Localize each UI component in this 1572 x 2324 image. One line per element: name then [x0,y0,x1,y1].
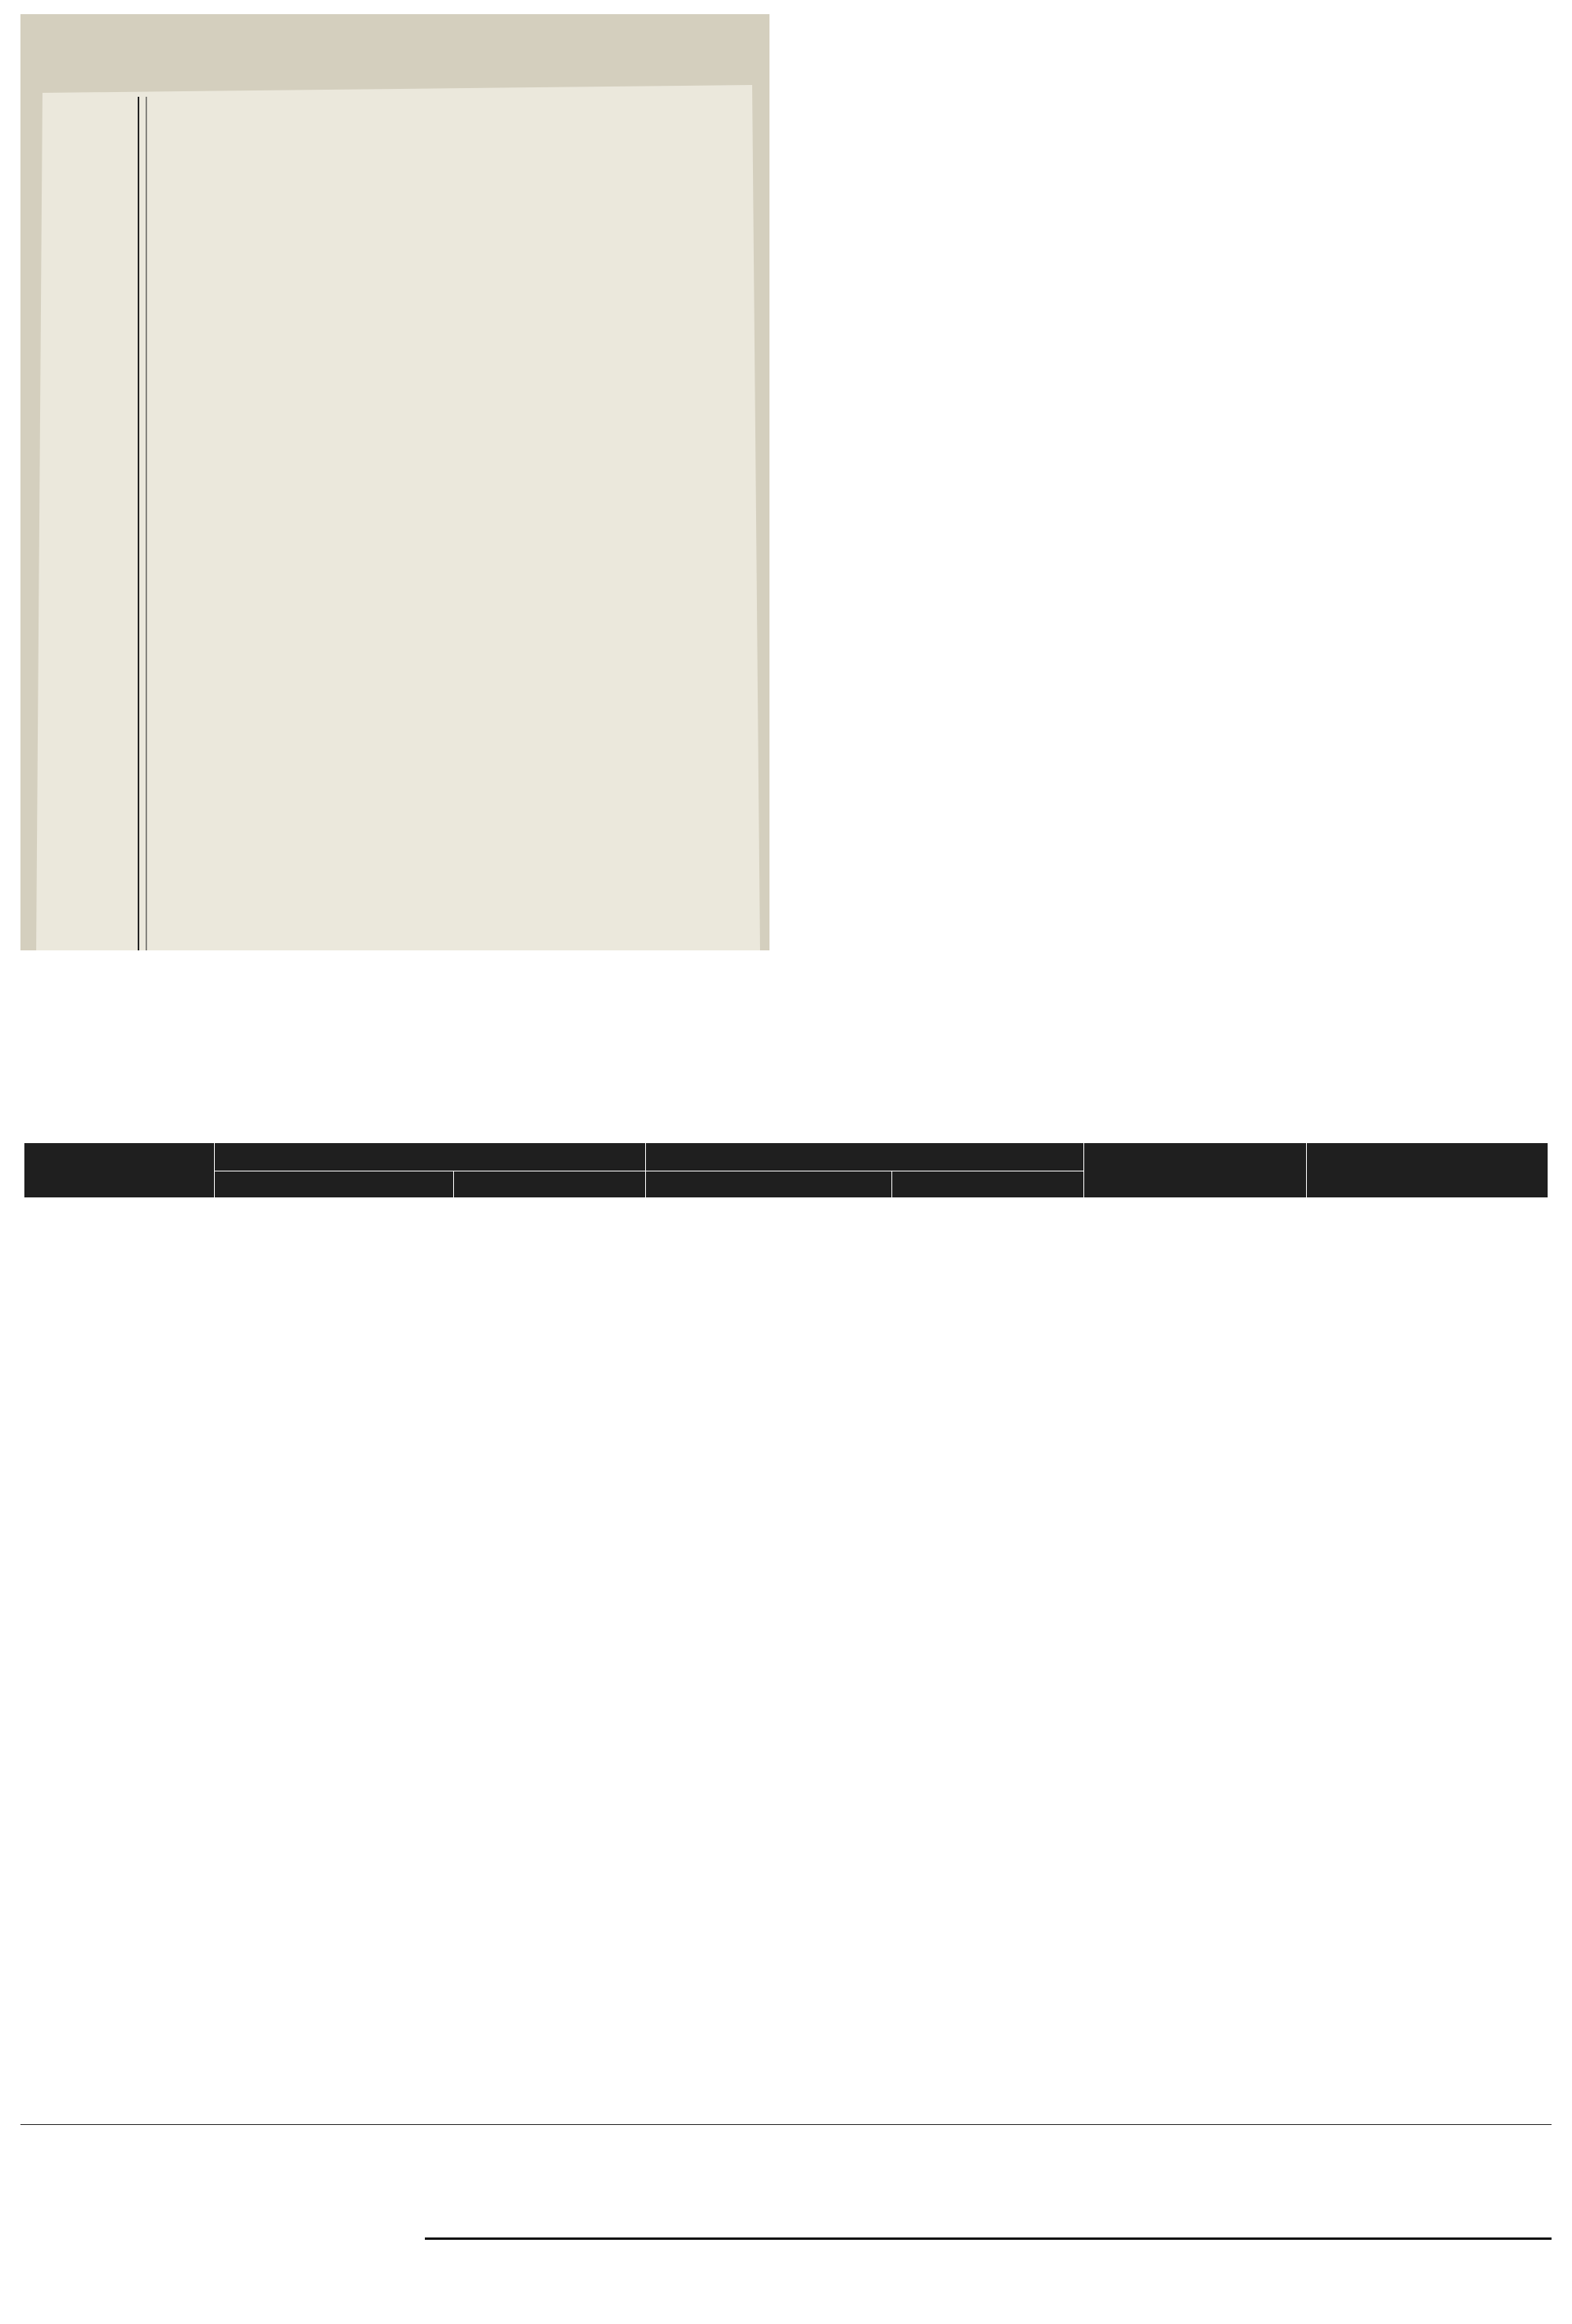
header-remaining [1307,1143,1548,1198]
header-struck [214,1143,645,1171]
table-header-row [24,1143,1548,1171]
header-weighed [645,1143,1083,1171]
subheader-struck-since [214,1171,454,1198]
archive-document-photo [20,14,769,950]
minting-table [24,1142,1548,1198]
photo-ledger-grid [20,14,769,950]
footer-rule [425,2237,1552,2240]
footnote-rule [20,2124,1552,2125]
header-blank [24,1143,215,1198]
subheader-weighed-date [891,1171,1083,1198]
magazine-masthead [102,2179,417,2313]
subheader-weighed-since [645,1171,891,1198]
subheader-struck-date [454,1171,646,1198]
header-treasury [1083,1143,1307,1198]
